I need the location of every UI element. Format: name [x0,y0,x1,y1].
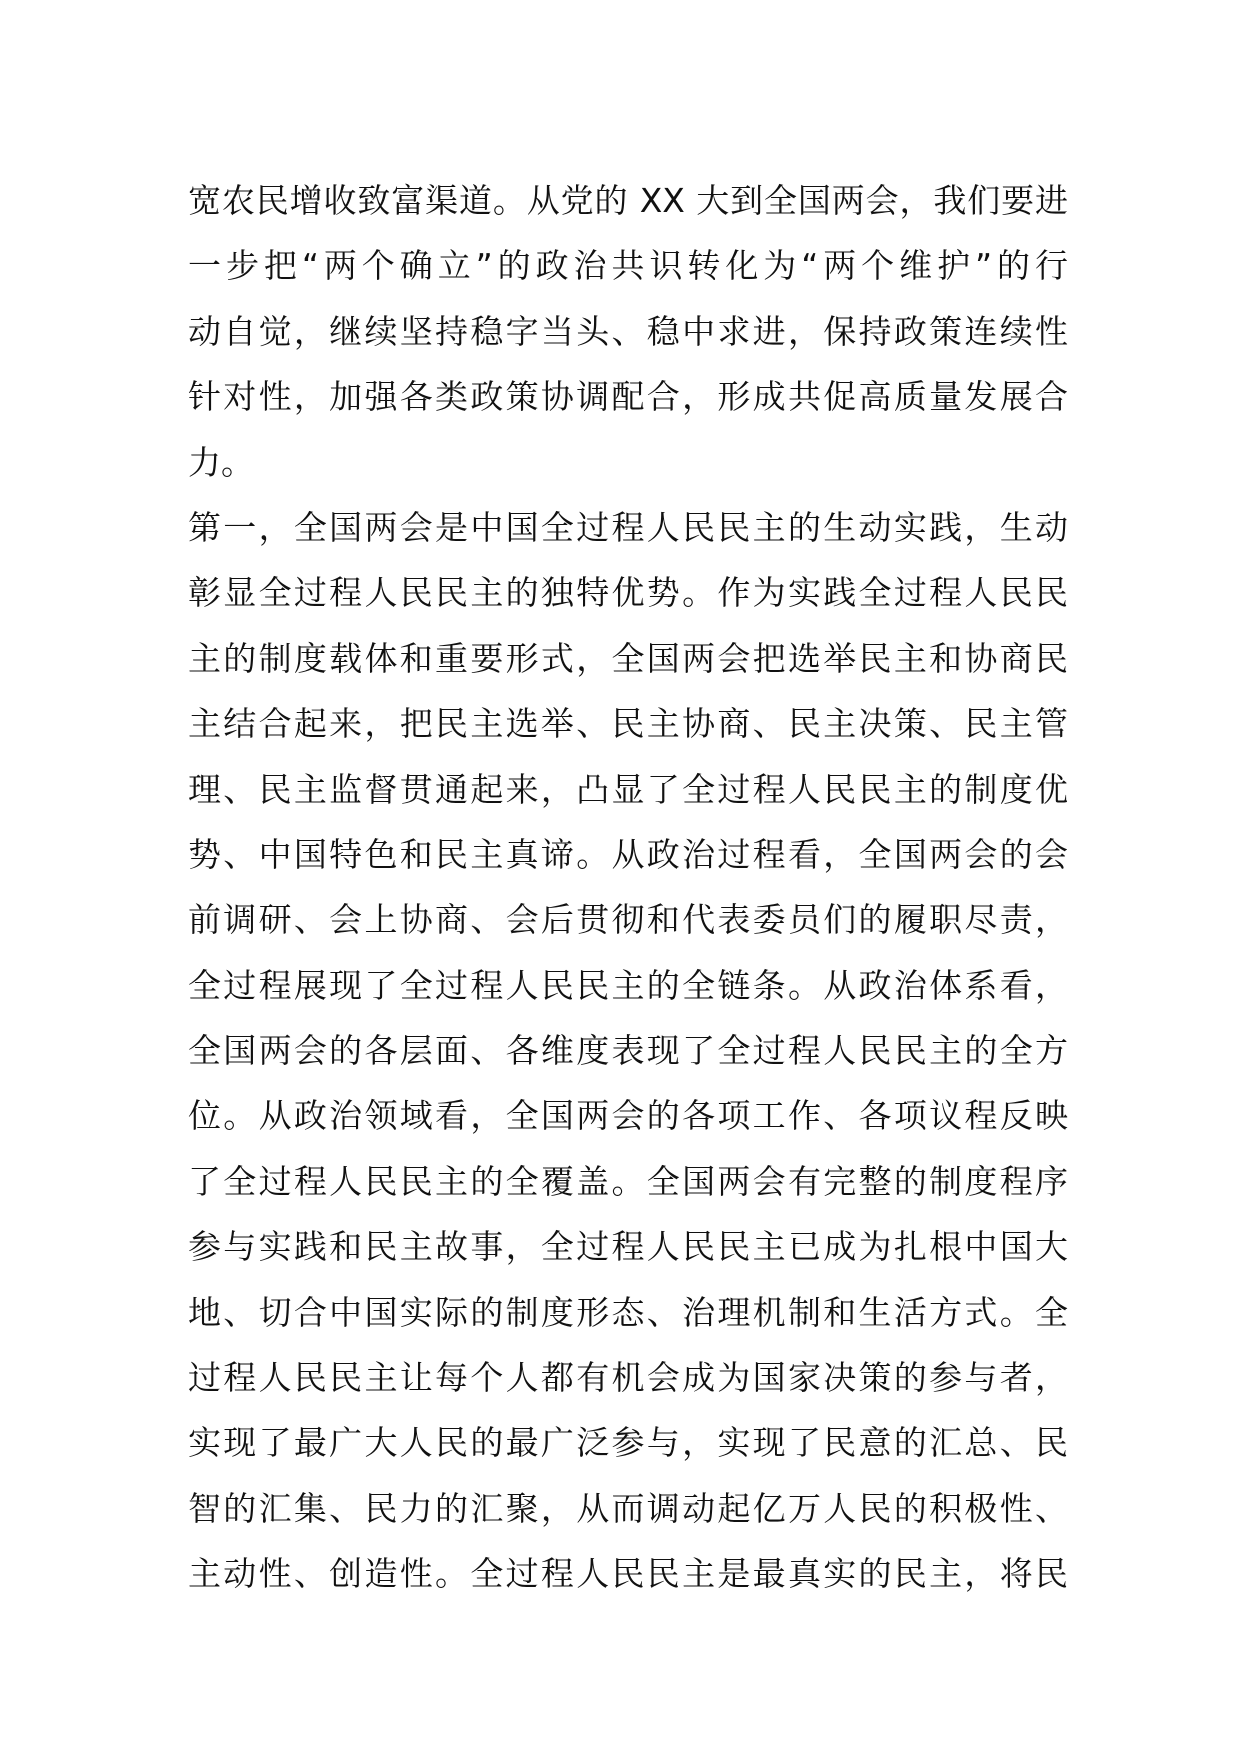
text-line: 了全过程人民民主的全覆盖。全国两会有完整的制度程序 [188,1161,1068,1201]
paragraph-1 [188,168,1068,495]
text-line: 宽农民增收致富渠道。从党的 XX 大到全国两会，我们要进 [188,181,1068,220]
text-line: 主结合起来，把民主选举、民主协商、民主决策、民主管 [188,704,1068,744]
text-line: 第一，全国两会是中国全过程人民民主的生动实践，生动 [188,507,1068,547]
text-line: 力。 [188,442,254,482]
text-line: 一步把“两个确立”的政治共识转化为“两个维护”的行 [188,246,1068,286]
text-line: 理、民主监督贯通起来，凸显了全过程人民民主的制度优 [188,769,1068,809]
text-line: 动自觉，继续坚持稳字当头、稳中求进，保持政策连续性 [188,311,1068,351]
text-line: 参与实践和民主故事，全过程人民民主已成为扎根中国大 [188,1227,1068,1267]
text-line: 过程人民民主让每个人都有机会成为国家决策的参与者， [188,1358,1068,1398]
text-line: 地、切合中国实际的制度形态、治理机制和生活方式。全 [188,1292,1068,1332]
text-line: 势、中国特色和民主真谛。从政治过程看，全国两会的会 [188,834,1068,874]
text-line: 彰显全过程人民民主的独特优势。作为实践全过程人民民 [188,573,1068,613]
body-text [188,168,1068,1607]
text-line: 主动性、创造性。全过程人民民主是最真实的民主，将民 [188,1554,1068,1594]
text-line: 位。从政治领域看，全国两会的各项工作、各项议程反映 [188,1096,1068,1136]
paragraph-2 [188,495,1068,1607]
text-line: 主的制度载体和重要形式，全国两会把选举民主和协商民 [188,638,1068,678]
text-line: 智的汇集、民力的汇聚，从而调动起亿万人民的积极性、 [188,1488,1068,1528]
text-line: 前调研、会上协商、会后贯彻和代表委员们的履职尽责， [188,900,1068,940]
text-line: 全国两会的各层面、各维度表现了全过程人民民主的全方 [188,1031,1068,1071]
text-line: 实现了最广大人民的最广泛参与，实现了民意的汇总、民 [188,1423,1068,1463]
text-line: 针对性，加强各类政策协调配合，形成共促高质量发展合 [188,377,1068,417]
text-line: 全过程展现了全过程人民民主的全链条。从政治体系看， [188,965,1068,1005]
